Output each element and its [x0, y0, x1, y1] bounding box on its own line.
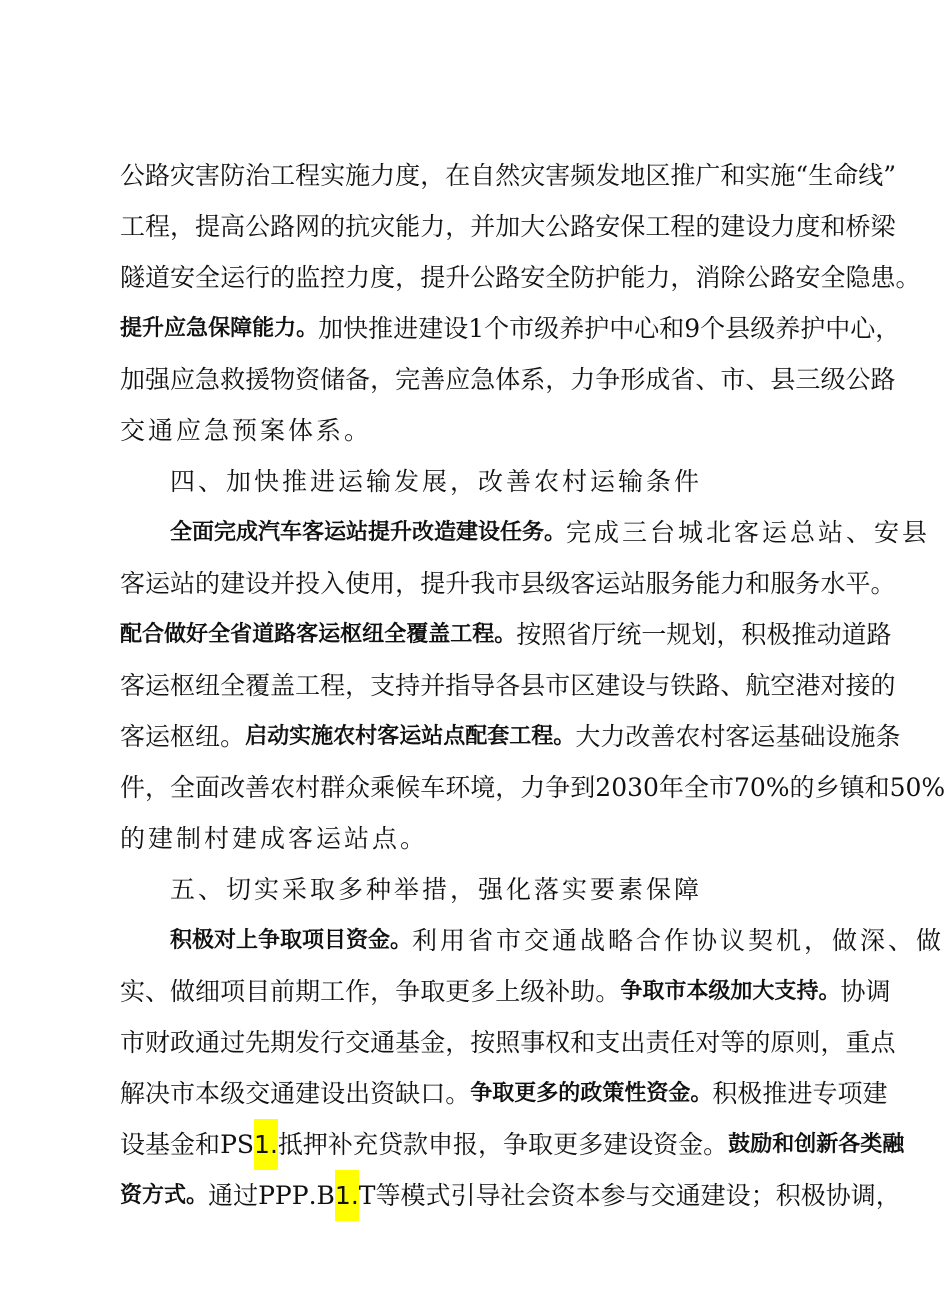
text-run: 协 调 [840, 977, 891, 1006]
text-line [120, 456, 840, 507]
text-line [120, 813, 840, 864]
text-run: 利用省市交通战略合作协议契机，做深、做 [412, 926, 945, 955]
text-run: 四、加快推进运输发展，改善农村运输条件 [170, 467, 703, 496]
text-run: 市 财 政 通 过 先 期 发 行 交 通 基 金 ， 按 照 事 权 和 支 出 责 任 对 等 的 原 则 ， 重 点 [120, 1028, 896, 1057]
body-text [120, 150, 945, 1221]
text-line [120, 507, 931, 558]
highlighted-text: 1 . [254, 1119, 278, 1170]
text-run: 交通应急预案体系。 [120, 416, 373, 445]
text-line [120, 201, 896, 252]
text-run: 客 运 站 的 建 设 并 投 入 使 用 ， 提 升 我 市 县 级 客 运 站 服 务 能 力 和 服 务 水 平 。 [120, 569, 896, 598]
text-line [120, 150, 897, 201]
text-run: 实 、 做 细 项 目 前 期 工 作 ， 争 取 更 多 上 级 补 助 。 [120, 977, 621, 1006]
text-run: 大 力 改 善 农 村 客 运 基 础 设 施 条 [575, 722, 901, 751]
bold-lead-phrase: 全面完成汽车客运站提升改造建设任务。 [170, 520, 567, 545]
text-run: 通 过 P P P . B [208, 1181, 335, 1210]
bold-lead-phrase: 配 合 做 好 全 省 道 路 客 运 枢 纽 全 覆 盖 工 程 。 [120, 622, 517, 647]
bold-lead-phrase: 启 动 实 施 农 村 客 运 站 点 配 套 工 程 。 [245, 724, 576, 749]
text-line [120, 660, 896, 711]
text-line [120, 915, 945, 966]
text-line [120, 966, 891, 1017]
text-line [120, 609, 892, 660]
text-line [120, 711, 901, 762]
text-run: 设 基 金 和 P S [120, 1130, 255, 1159]
text-run: 按 照 省 厅 统 一 规 划 ， 积 极 推 动 道 路 [516, 620, 892, 649]
text-run: 加 快 推 进 建 设 1 个 市 级 养 护 中 心 和 9 个 县 级 养 护 中 心 ， [318, 314, 901, 343]
text-line [120, 1068, 888, 1119]
bold-lead-phrase: 鼓 励 和 创 新 各 类 融 [728, 1132, 905, 1157]
bold-lead-phrase: 争 取 更 多 的 政 策 性 资 金 。 [470, 1081, 713, 1106]
text-line [120, 864, 840, 915]
text-run: 的建制村建成客运站点。 [120, 824, 429, 853]
text-run: 客 运 枢 纽 全 覆 盖 工 程 ， 支 持 并 指 导 各 县 市 区 建 设 与 铁 路 、 航 空 港 对 接 的 [120, 671, 896, 700]
text-line [120, 252, 921, 303]
text-run: T 等 模 式 引 导 社 会 资 本 参 与 交 通 建 设 ； 积 极 协 调 ， [358, 1181, 901, 1210]
text-run: 五、切实采取多种举措，强化落实要素保障 [170, 875, 703, 904]
text-run: 抵 押 补 充 贷 款 申 报 ， 争 取 更 多 建 设 资 金 。 [277, 1130, 729, 1159]
text-line [120, 1170, 901, 1221]
bold-lead-phrase: 资 方 式 。 [120, 1183, 209, 1208]
text-run: 加 强 应 急 救 援 物 资 储 备 ， 完 善 应 急 体 系 ， 力 争 形 成 省 、 市 、 县 三 级 公 路 [120, 365, 896, 394]
text-run: 积 极 推 进 专 项 建 [712, 1079, 888, 1108]
text-line [120, 1119, 905, 1170]
text-line [120, 558, 896, 609]
text-run: 解 决 市 本 级 交 通 建 设 出 资 缺 口 。 [120, 1079, 471, 1108]
text-run: 工 程 ， 提 高 公 路 网 的 抗 灾 能 力 ， 并 加 大 公 路 安 保 工 程 的 建 设 力 度 和 桥 梁 [120, 212, 896, 241]
bold-lead-phrase: 提 升 应 急 保 障 能 力 。 [120, 316, 319, 341]
text-run: 公 路 灾 害 防 治 工 程 实 施 力 度 ， 在 自 然 灾 害 频 发 地 区 推 广 和 实 施 “ 生 命 线 ” [120, 161, 897, 190]
text-run: 件 ， 全 面 改 善 农 村 群 众 乘 候 车 环 境 ， 力 争 到 2 0 3 0 年 全 市 7 0 % 的 乡 镇 和 5 0 % [120, 773, 945, 802]
text-line [120, 303, 901, 354]
highlighted-text: 1 . [335, 1170, 359, 1221]
text-line [120, 762, 945, 813]
text-line [120, 354, 896, 405]
bold-lead-phrase: 积极对上争取项目资金。 [170, 928, 413, 953]
text-run: 隧 道 安 全 运 行 的 监 控 力 度 ， 提 升 公 路 安 全 防 护 能 力 ， 消 除 公 路 安 全 隐 患 。 [120, 263, 921, 292]
bold-lead-phrase: 争 取 市 本 级 加 大 支 持 。 [620, 979, 841, 1004]
text-line [120, 405, 840, 456]
text-run: 完成三台城北客运总站、安县 [566, 518, 931, 547]
text-line [120, 1017, 896, 1068]
text-run: 客 运 枢 纽 。 [120, 722, 246, 751]
